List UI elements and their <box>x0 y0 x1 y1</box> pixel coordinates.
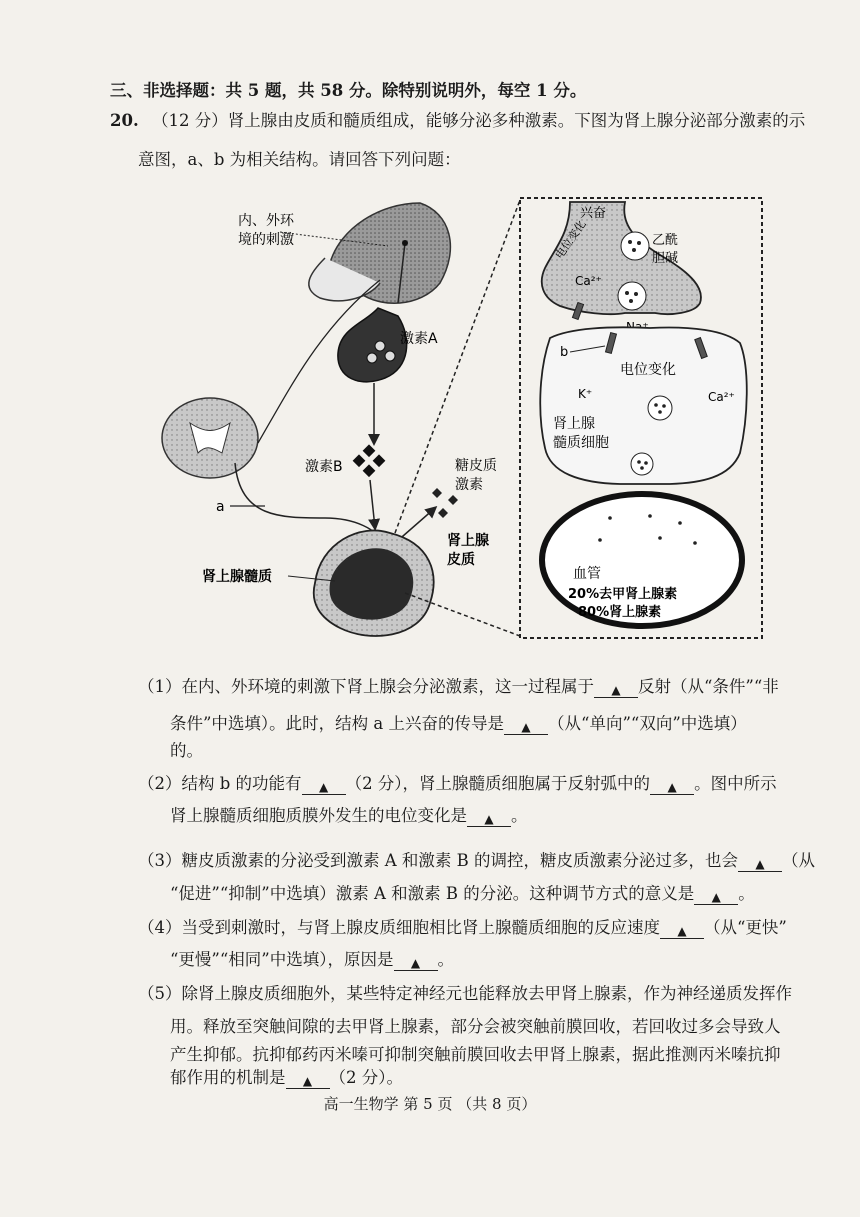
q1-blank-2: ▲ <box>504 716 548 735</box>
q2-text-e: 。 <box>511 806 528 825</box>
label-ach-1: 乙酰 <box>652 233 679 248</box>
label-hormone-b: 激素B <box>305 459 343 475</box>
label-vessel: 血管 <box>573 566 601 582</box>
q1-text-a: （1）在内、外环境的刺激下肾上腺会分泌激素，这一过程属于 <box>138 677 594 696</box>
adrenal-hormone-diagram <box>150 188 770 648</box>
label-ne: 20%去甲肾上腺素 <box>568 587 678 602</box>
q2-line-1 <box>138 773 777 795</box>
label-potential-2: 电位变化 <box>620 362 676 378</box>
label-gluco-2: 激素 <box>455 477 483 493</box>
q1-text-b: 反射（从“条件”“非 <box>638 677 779 696</box>
q1-line-1 <box>138 676 779 698</box>
label-hormone-a: 激素A <box>400 331 438 347</box>
q2-text-b: （2 分），肾上腺髓质细胞属于反射弧中的 <box>345 774 651 793</box>
q3-line-2 <box>170 883 755 905</box>
question-intro <box>110 110 805 132</box>
label-cortex-1: 肾上腺 <box>447 533 489 549</box>
vesicle-ach <box>621 232 649 260</box>
label-gluco-1: 糖皮质 <box>455 458 497 474</box>
hypothalamus-shape <box>309 203 451 303</box>
q4-line-2 <box>170 949 454 971</box>
q1-line-3: 的。 <box>170 741 203 760</box>
label-epi: 80%肾上腺素 <box>578 605 662 620</box>
label-potential-1: 电位变化 <box>552 217 589 262</box>
q3-text-d: 。 <box>738 884 755 903</box>
label-k: K⁺ <box>578 387 593 401</box>
label-cell-2: 髓质细胞 <box>553 435 609 451</box>
q3-blank-1: ▲ <box>738 853 782 872</box>
question-intro-line-2: 意图，a、b 为相关结构。请回答下列问题： <box>138 150 461 169</box>
q4-blank-1: ▲ <box>660 920 704 939</box>
q5-line-2: 用。释放至突触间隙的去甲肾上腺素，部分会被突触前膜回收，若回收过多会导致人 <box>170 1017 781 1036</box>
q3-text-c: “促进”“抑制”中选填）激素 A 和激素 B 的分泌。这种调节方式的意义是 <box>170 884 695 903</box>
q3-line-1 <box>138 850 815 872</box>
q4-text-d: 。 <box>437 950 454 969</box>
q2-blank-1: ▲ <box>302 776 346 795</box>
label-cortex-2: 皮质 <box>447 552 475 568</box>
q2-text-a: （2）结构 b 的功能有 <box>138 774 302 793</box>
q4-text-a: （4）当受到刺激时，与肾上腺皮质细胞相比肾上腺髓质细胞的反应速度 <box>138 918 660 937</box>
label-stimulus-2: 境的刺激 <box>238 232 294 248</box>
page-footer: 高一生物学 第 5 页 （共 8 页） <box>323 1095 537 1113</box>
q5-text-b: （2 分）。 <box>329 1068 403 1087</box>
q1-text-c: 条件”中选填）。此时，结构 a 上兴奋的传导是 <box>170 714 505 733</box>
q5-line-4 <box>170 1067 403 1089</box>
q5-line-3: 产生抑郁。抗抑郁药丙米嗪可抑制突触前膜回收去甲肾上腺素，据此推测丙米嗪抗抑 <box>170 1045 781 1064</box>
label-b: b <box>560 345 569 360</box>
q4-text-b: （从“更快” <box>704 918 787 937</box>
q4-line-1 <box>138 917 787 939</box>
q2-text-d: 肾上腺髓质细胞质膜外发生的电位变化是 <box>170 806 467 825</box>
q1-text-d: （从“单向”“双向”中选填） <box>548 714 747 733</box>
label-a: a <box>216 499 225 515</box>
q2-line-2 <box>170 805 528 827</box>
q1-line-2 <box>170 713 747 735</box>
label-stimulus-1: 内、外环 <box>238 213 294 229</box>
q3-text-b: （从 <box>782 851 816 870</box>
q4-text-c: “更慢”“相同”中选填），原因是 <box>170 950 394 969</box>
q2-text-c: 。图中所示 <box>694 774 777 793</box>
spinal-cord-shape <box>162 398 258 478</box>
label-ach-2: 胆碱 <box>652 251 679 266</box>
hormone-b-particles <box>353 444 386 477</box>
adrenal-gland-shape <box>314 530 434 636</box>
q2-blank-3: ▲ <box>467 808 511 827</box>
q3-text-a: （3）糖皮质激素的分泌受到激素 A 和激素 B 的调控，糖皮质激素分泌过多，也会 <box>138 851 739 870</box>
label-excite: 兴奋 <box>580 206 607 221</box>
question-intro-line-1: （12 分）肾上腺由皮质和髓质组成，能够分泌多种激素。下图为肾上腺分泌部分激素的示 <box>151 111 806 130</box>
question-number: 20. <box>110 111 139 130</box>
q3-blank-2: ▲ <box>694 886 738 905</box>
label-medulla: 肾上腺髓质 <box>202 569 272 585</box>
q5-text-a: 郁作用的机制是 <box>170 1068 286 1087</box>
q2-blank-2: ▲ <box>650 776 694 795</box>
q5-line-1: （5）除肾上腺皮质细胞外，某些特定神经元也能释放去甲肾上腺素，作为神经递质发挥作 <box>138 984 792 1003</box>
label-ca-right: Ca²⁺ <box>708 390 735 404</box>
label-ca-top: Ca²⁺ <box>575 274 602 288</box>
q5-blank-1: ▲ <box>286 1070 330 1089</box>
pituitary-shape <box>338 308 407 382</box>
q4-blank-2: ▲ <box>394 952 438 971</box>
q1-blank-1: ▲ <box>594 679 638 698</box>
section-heading: 三、非选择题：共 5 题，共 58 分。除特别说明外，每空 1 分。 <box>110 81 587 100</box>
label-cell-1: 肾上腺 <box>553 416 595 432</box>
